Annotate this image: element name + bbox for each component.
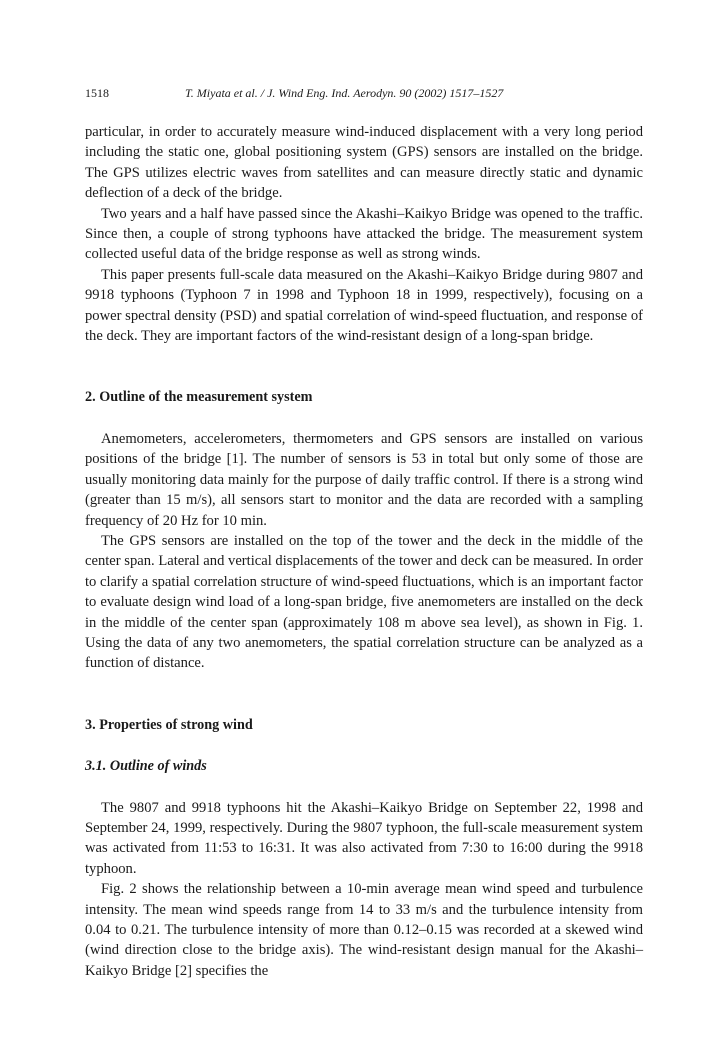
subsection-3-1-heading: 3.1. Outline of winds	[85, 758, 207, 775]
section-2-paragraph-1: Anemometers, accelerometers, thermometers and GPS sensors are installed on various positions of the bridge [1]. The number of sensors is 53 in total but only some of those are usually monitoring data mainly for the purpose of daily traffic control. If there is a strong wind (greater than 15 m/s), all sensors start to monitor and the data are recorded with a sampling frequency of 20 Hz for 10 min.	[85, 430, 643, 529]
section-3-paragraph-1: The 9807 and 9918 typhoons hit the Akashi–Kaikyo Bridge on September 22, 1998 and September 24, 1999, respectively. During the 9807 typhoon, the full-scale measurement system was activated from 11:53 to 16:31. It was also activated from 7:30 to 16:00 during the 9918 typhoon.	[85, 799, 643, 877]
section-2-heading: 2. Outline of the measurement system	[85, 389, 313, 406]
section-3-heading: 3. Properties of strong wind	[85, 716, 253, 733]
intro-paragraph-3: This paper presents full-scale data measured on the Akashi–Kaikyo Bridge during 9807 and 9918 typhoons (Typhoon 7 in 1998 and Typhoon 18 in 1999, respectively), focusing on a power spectral density (PSD) and spatial correlation of wind-speed fluctuation, and response of the deck. They are important factors of the wind-resistant design of a long-span bridge.	[85, 266, 643, 345]
intro-paragraph-2: Two years and a half have passed since the Akashi–Kaikyo Bridge was opened to the traffic. Since then, a couple of strong typhoons have attacked the bridge. The measurement system collected useful data of the bridge response as well as strong winds.	[85, 205, 643, 263]
journal-reference: T. Miyata et al. / J. Wind Eng. Ind. Aerodyn. 90 (2002) 1517–1527	[185, 86, 504, 100]
intro-paragraph-1: particular, in order to accurately measure wind-induced displacement with a very long period including the static one, global positioning system (GPS) sensors are installed on the bridge. The GPS utilizes electric waves from satellites and can measure directly static and dynamic deflection of a deck of the bridge.	[85, 124, 643, 202]
page-number: 1518	[85, 86, 109, 100]
section-3-paragraph-2: Fig. 2 shows the relationship between a 10-min average mean wind speed and turbulence intensity. The mean wind speeds range from 14 to 33 m/s and the turbulence intensity from 0.04 to 0.21. The turbulence intensity of more than 0.12–0.15 was recorded at a skewed wind (wind direction close to the bridge axis). The wind-resistant design manual for the Akashi–Kaikyo Bridge [2] specifies the	[85, 881, 643, 979]
article-body	[85, 122, 643, 981]
section-2-paragraph-2: The GPS sensors are installed on the top of the tower and the deck in the middle of the center span. Lateral and vertical displacements of the tower and deck can be measured. In order to clarify a spatial correlation structure of wind-speed fluctuations, which is an important factor to evaluate design wind load of a long-span bridge, five anemometers are installed on the deck in the middle of the center span (approximately 108 m above sea level), as shown in Fig. 1. Using the data of any two anemometers, the spatial correlation structure can be analyzed as a function of distance.	[85, 532, 643, 672]
running-head	[85, 86, 643, 106]
